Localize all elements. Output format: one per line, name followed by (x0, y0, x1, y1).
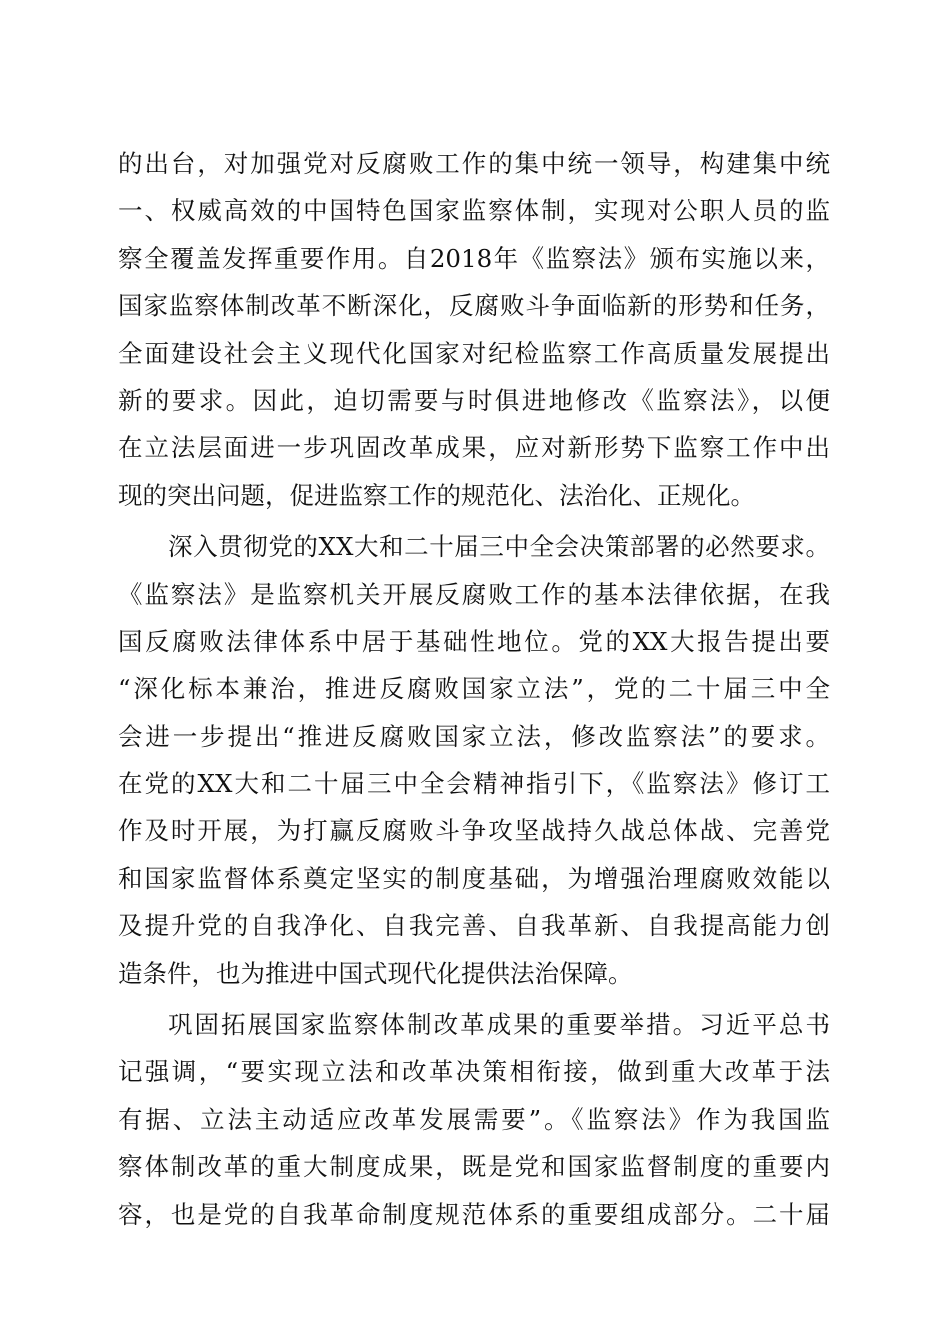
text-line: 深入贯彻党的XX大和二十届三中全会决策部署的必然要求。 (168, 532, 830, 562)
text-line: 察体制改革的重大制度成果，既是党和国家监督制度的重要内 (118, 1152, 830, 1182)
body-text (118, 140, 830, 1238)
text-line: 巩固拓展国家监察体制改革成果的重要举措。习近平总书 (168, 1010, 830, 1040)
text-line: 造条件，也为推进中国式现代化提供法治保障。 (118, 958, 633, 988)
text-line: 记强调，“要实现立法和改革决策相衔接，做到重大改革于法 (118, 1057, 830, 1087)
text-line: 会进一步提出“推进反腐败国家立法，修改监察法”的要求。 (118, 721, 830, 751)
text-line: “深化标本兼治，推进反腐败国家立法”，党的二十届三中全 (118, 674, 830, 704)
text-line: 一、权威高效的中国特色国家监察体制，实现对公职人员的监 (118, 196, 830, 226)
text-line: 及提升党的自我净化、自我完善、自我革新、自我提高能力创 (118, 911, 830, 941)
text-line: 容，也是党的自我革命制度规范体系的重要组成部分。二十届 (118, 1199, 830, 1229)
paragraph-2 (118, 523, 830, 997)
text-line: 全面建设社会主义现代化国家对纪检监察工作高质量发展提出 (118, 338, 830, 368)
text-line: 《监察法》是监察机关开展反腐败工作的基本法律依据，在我 (118, 579, 830, 609)
text-line: 的出台，对加强党对反腐败工作的集中统一领导，构建集中统 (118, 149, 830, 178)
text-line: 察全覆盖发挥重要作用。自2018年《监察法》颁布实施以来， (118, 243, 830, 273)
paragraph-1 (118, 140, 830, 519)
text-line: 国家监察体制改革不断深化，反腐败斗争面临新的形势和任务， (118, 291, 830, 321)
paragraph-3 (118, 1001, 830, 1238)
text-line: 在党的XX大和二十届三中全会精神指引下，《监察法》修订工 (118, 769, 830, 799)
text-line: 和国家监督体系奠定坚实的制度基础，为增强治理腐败效能以 (118, 863, 830, 893)
text-line: 国反腐败法律体系中居于基础性地位。党的XX大报告提出要 (118, 626, 830, 656)
text-line: 有据、立法主动适应改革发展需要”。《监察法》作为我国监 (118, 1104, 830, 1134)
text-line: 现的突出问题，促进监察工作的规范化、法治化、正规化。 (118, 480, 755, 510)
text-line: 新的要求。因此，迫切需要与时俱进地修改《监察法》，以便 (118, 385, 830, 415)
text-line: 在立法层面进一步巩固改革成果，应对新形势下监察工作中出 (118, 433, 830, 463)
text-line: 作及时开展，为打赢反腐败斗争攻坚战持久战总体战、完善党 (118, 816, 830, 846)
